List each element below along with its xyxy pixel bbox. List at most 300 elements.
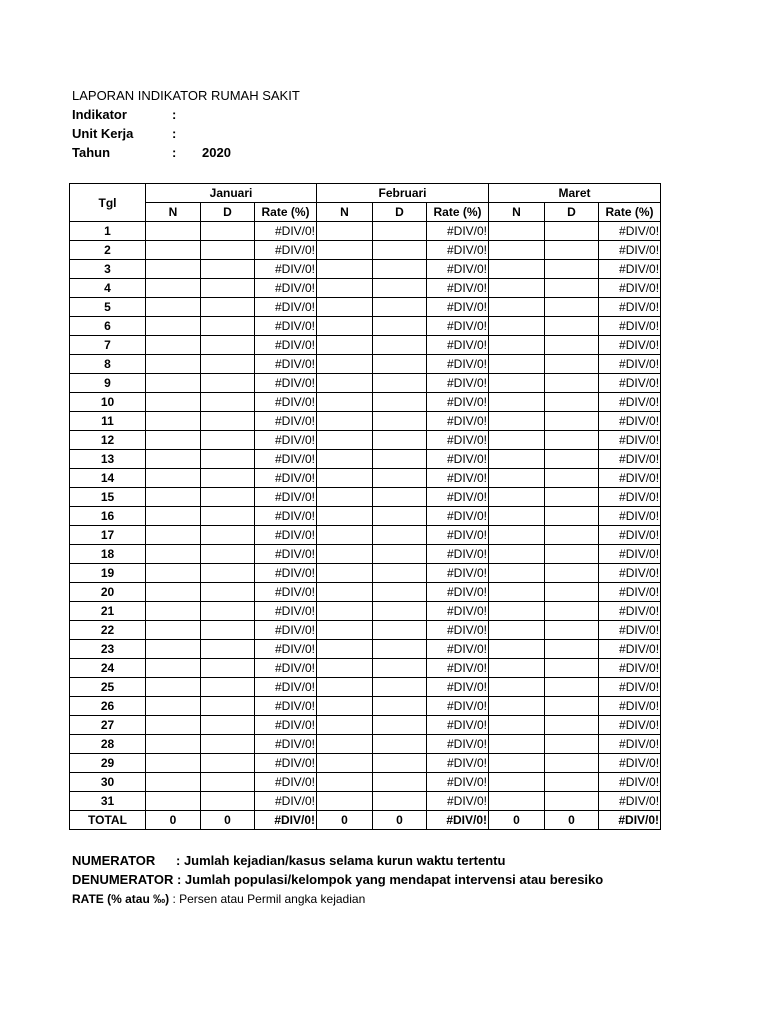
- rate-cell: #DIV/0!: [255, 393, 317, 412]
- rate-cell: #DIV/0!: [255, 431, 317, 450]
- n-cell: [317, 469, 373, 488]
- d-cell: [373, 393, 427, 412]
- rate-cell: #DIV/0!: [599, 393, 661, 412]
- rate-cell: #DIV/0!: [255, 355, 317, 374]
- day-cell: 6: [70, 317, 146, 336]
- rate-cell: #DIV/0!: [599, 450, 661, 469]
- d-cell: [373, 754, 427, 773]
- d-cell: [545, 374, 599, 393]
- day-cell: 18: [70, 545, 146, 564]
- n-cell: [146, 659, 201, 678]
- n-cell: [146, 222, 201, 241]
- d-cell: [201, 279, 255, 298]
- rate-cell: #DIV/0!: [255, 602, 317, 621]
- rate-cell: #DIV/0!: [599, 754, 661, 773]
- rate-cell: #DIV/0!: [255, 260, 317, 279]
- rate-cell: #DIV/0!: [255, 241, 317, 260]
- rate-cell: #DIV/0!: [255, 716, 317, 735]
- d-cell: [373, 431, 427, 450]
- n-cell: [317, 279, 373, 298]
- rate-cell: #DIV/0!: [599, 773, 661, 792]
- rate-cell: #DIV/0!: [427, 621, 489, 640]
- tgl-header: Tgl: [70, 184, 146, 222]
- d-cell: [545, 792, 599, 811]
- month-header-januari: Januari: [146, 184, 317, 203]
- day-cell: 2: [70, 241, 146, 260]
- rate-cell: #DIV/0!: [427, 431, 489, 450]
- table-body: [70, 222, 661, 830]
- rate-cell: #DIV/0!: [599, 659, 661, 678]
- d-cell: [201, 792, 255, 811]
- d-cell: [373, 583, 427, 602]
- d-cell: [545, 640, 599, 659]
- d-header: D: [373, 203, 427, 222]
- d-cell: [373, 640, 427, 659]
- rate-cell: #DIV/0!: [255, 735, 317, 754]
- n-cell: [489, 754, 545, 773]
- rate-cell: #DIV/0!: [427, 393, 489, 412]
- d-cell: [545, 488, 599, 507]
- n-cell: [146, 507, 201, 526]
- table-row: [70, 754, 661, 773]
- table-row: [70, 355, 661, 374]
- n-cell: [489, 792, 545, 811]
- n-cell: [317, 393, 373, 412]
- table-row: [70, 374, 661, 393]
- n-cell: [317, 431, 373, 450]
- table-row: [70, 469, 661, 488]
- d-cell: [545, 241, 599, 260]
- n-cell: [489, 412, 545, 431]
- d-cell: [373, 260, 427, 279]
- field-label: Unit Kerja: [72, 126, 134, 141]
- d-cell: [373, 374, 427, 393]
- d-cell: [373, 279, 427, 298]
- d-cell: [201, 640, 255, 659]
- n-cell: [489, 773, 545, 792]
- n-cell: [146, 393, 201, 412]
- n-cell: [146, 678, 201, 697]
- day-cell: 24: [70, 659, 146, 678]
- rate-cell: #DIV/0!: [599, 811, 661, 830]
- d-cell: [373, 792, 427, 811]
- n-cell: [489, 564, 545, 583]
- n-cell: [317, 507, 373, 526]
- n-cell: [146, 336, 201, 355]
- rate-cell: #DIV/0!: [255, 564, 317, 583]
- rate-cell: #DIV/0!: [427, 279, 489, 298]
- n-cell: [317, 716, 373, 735]
- rate-cell: #DIV/0!: [427, 659, 489, 678]
- d-cell: [201, 393, 255, 412]
- month-header-februari: Februari: [317, 184, 489, 203]
- d-cell: [201, 412, 255, 431]
- rate-header: Rate (%): [599, 203, 661, 222]
- rate-cell: #DIV/0!: [599, 526, 661, 545]
- field-value: 2020: [202, 145, 231, 160]
- n-cell: [489, 469, 545, 488]
- d-cell: [201, 545, 255, 564]
- day-cell: 1: [70, 222, 146, 241]
- footer-key: DENUMERATOR: [72, 872, 174, 887]
- d-cell: [373, 355, 427, 374]
- d-cell: [545, 412, 599, 431]
- n-cell: [317, 412, 373, 431]
- rate-cell: #DIV/0!: [255, 298, 317, 317]
- d-cell: [545, 678, 599, 697]
- n-cell: [317, 545, 373, 564]
- rate-cell: #DIV/0!: [599, 792, 661, 811]
- rate-cell: #DIV/0!: [599, 298, 661, 317]
- rate-cell: #DIV/0!: [599, 222, 661, 241]
- d-cell: [373, 507, 427, 526]
- d-cell: [373, 697, 427, 716]
- rate-cell: #DIV/0!: [599, 564, 661, 583]
- d-cell: [373, 412, 427, 431]
- d-cell: 0: [201, 811, 255, 830]
- day-cell: 15: [70, 488, 146, 507]
- n-cell: [146, 374, 201, 393]
- rate-cell: #DIV/0!: [599, 602, 661, 621]
- rate-cell: #DIV/0!: [427, 811, 489, 830]
- footer-numerator: [72, 853, 506, 869]
- n-cell: [489, 317, 545, 336]
- rate-cell: #DIV/0!: [427, 640, 489, 659]
- n-cell: 0: [489, 811, 545, 830]
- n-cell: [489, 583, 545, 602]
- rate-cell: #DIV/0!: [599, 507, 661, 526]
- d-cell: [545, 393, 599, 412]
- n-cell: [317, 241, 373, 260]
- d-cell: [545, 260, 599, 279]
- n-cell: [489, 488, 545, 507]
- d-cell: [545, 716, 599, 735]
- n-cell: [489, 659, 545, 678]
- d-cell: [545, 336, 599, 355]
- day-cell: 14: [70, 469, 146, 488]
- rate-cell: #DIV/0!: [599, 260, 661, 279]
- d-cell: [373, 450, 427, 469]
- rate-cell: #DIV/0!: [599, 241, 661, 260]
- n-cell: [489, 336, 545, 355]
- d-cell: [201, 431, 255, 450]
- rate-cell: #DIV/0!: [599, 545, 661, 564]
- report-title: LAPORAN INDIKATOR RUMAH SAKIT: [72, 88, 300, 103]
- n-cell: [146, 697, 201, 716]
- table-row: [70, 773, 661, 792]
- rate-cell: #DIV/0!: [427, 298, 489, 317]
- table-row: [70, 241, 661, 260]
- day-cell: 17: [70, 526, 146, 545]
- day-cell: 9: [70, 374, 146, 393]
- n-cell: 0: [317, 811, 373, 830]
- d-cell: [373, 241, 427, 260]
- d-cell: [201, 469, 255, 488]
- d-cell: [201, 222, 255, 241]
- day-cell: 19: [70, 564, 146, 583]
- n-cell: [489, 507, 545, 526]
- rate-cell: #DIV/0!: [599, 431, 661, 450]
- rate-cell: #DIV/0!: [599, 279, 661, 298]
- rate-cell: #DIV/0!: [255, 811, 317, 830]
- rate-cell: #DIV/0!: [255, 469, 317, 488]
- rate-cell: #DIV/0!: [427, 374, 489, 393]
- d-cell: [545, 317, 599, 336]
- n-cell: [146, 564, 201, 583]
- n-cell: [489, 279, 545, 298]
- d-cell: [545, 773, 599, 792]
- table-row: [70, 317, 661, 336]
- n-cell: [317, 792, 373, 811]
- n-cell: [317, 678, 373, 697]
- n-cell: [317, 298, 373, 317]
- day-cell: 25: [70, 678, 146, 697]
- rate-cell: #DIV/0!: [427, 678, 489, 697]
- field-tahun: [72, 145, 231, 161]
- rate-cell: #DIV/0!: [427, 754, 489, 773]
- day-cell: 8: [70, 355, 146, 374]
- d-cell: [545, 526, 599, 545]
- n-cell: [317, 697, 373, 716]
- d-cell: [201, 298, 255, 317]
- total-label: TOTAL: [70, 811, 146, 830]
- n-cell: [317, 640, 373, 659]
- d-cell: [545, 507, 599, 526]
- table-row: [70, 564, 661, 583]
- d-cell: [201, 374, 255, 393]
- month-header-row: [70, 184, 661, 203]
- d-cell: [373, 222, 427, 241]
- rate-cell: #DIV/0!: [255, 773, 317, 792]
- rate-cell: #DIV/0!: [427, 222, 489, 241]
- rate-cell: #DIV/0!: [255, 507, 317, 526]
- rate-cell: #DIV/0!: [255, 621, 317, 640]
- n-cell: [146, 431, 201, 450]
- rate-cell: #DIV/0!: [427, 583, 489, 602]
- d-cell: [201, 602, 255, 621]
- table-row: [70, 279, 661, 298]
- d-cell: 0: [373, 811, 427, 830]
- field-colon: :: [172, 126, 177, 141]
- footer-key: RATE (% atau ‰): [72, 892, 170, 906]
- month-header-maret: Maret: [489, 184, 661, 203]
- table-row: [70, 602, 661, 621]
- d-cell: [373, 773, 427, 792]
- day-cell: 12: [70, 431, 146, 450]
- d-cell: [545, 450, 599, 469]
- d-cell: [201, 450, 255, 469]
- table-row: [70, 678, 661, 697]
- day-cell: 23: [70, 640, 146, 659]
- d-cell: [373, 298, 427, 317]
- day-cell: 26: [70, 697, 146, 716]
- rate-cell: #DIV/0!: [599, 317, 661, 336]
- day-cell: 21: [70, 602, 146, 621]
- rate-cell: #DIV/0!: [427, 355, 489, 374]
- d-cell: [545, 431, 599, 450]
- n-cell: [146, 260, 201, 279]
- total-row: [70, 811, 661, 830]
- d-cell: [545, 355, 599, 374]
- n-cell: [317, 222, 373, 241]
- rate-cell: #DIV/0!: [427, 450, 489, 469]
- n-cell: [146, 450, 201, 469]
- rate-cell: #DIV/0!: [427, 602, 489, 621]
- n-cell: [489, 355, 545, 374]
- rate-cell: #DIV/0!: [427, 526, 489, 545]
- rate-cell: #DIV/0!: [427, 792, 489, 811]
- indicator-table: [69, 183, 661, 830]
- n-cell: [317, 659, 373, 678]
- rate-cell: #DIV/0!: [599, 583, 661, 602]
- table-row: [70, 298, 661, 317]
- d-cell: [545, 697, 599, 716]
- n-cell: [317, 735, 373, 754]
- day-cell: 28: [70, 735, 146, 754]
- d-header: D: [545, 203, 599, 222]
- d-cell: [201, 659, 255, 678]
- d-cell: [373, 621, 427, 640]
- rate-cell: #DIV/0!: [427, 507, 489, 526]
- table-row: [70, 640, 661, 659]
- n-cell: [317, 374, 373, 393]
- d-cell: [373, 488, 427, 507]
- table-row: [70, 735, 661, 754]
- n-cell: [317, 583, 373, 602]
- field-colon: :: [172, 107, 177, 122]
- field-label: Tahun: [72, 145, 111, 160]
- rate-cell: #DIV/0!: [427, 412, 489, 431]
- d-cell: [373, 678, 427, 697]
- n-cell: [146, 469, 201, 488]
- rate-cell: #DIV/0!: [255, 317, 317, 336]
- n-cell: [317, 621, 373, 640]
- n-cell: [146, 735, 201, 754]
- n-cell: [146, 792, 201, 811]
- n-cell: [146, 545, 201, 564]
- n-cell: [489, 640, 545, 659]
- table-row: [70, 336, 661, 355]
- day-cell: 16: [70, 507, 146, 526]
- d-cell: [373, 659, 427, 678]
- n-cell: [146, 355, 201, 374]
- n-cell: [146, 640, 201, 659]
- n-cell: [317, 564, 373, 583]
- rate-cell: #DIV/0!: [599, 678, 661, 697]
- n-cell: [146, 716, 201, 735]
- n-cell: [146, 602, 201, 621]
- rate-cell: #DIV/0!: [599, 412, 661, 431]
- day-cell: 4: [70, 279, 146, 298]
- d-cell: [545, 545, 599, 564]
- table-row: [70, 526, 661, 545]
- rate-cell: #DIV/0!: [255, 792, 317, 811]
- d-cell: [545, 222, 599, 241]
- table-row: [70, 507, 661, 526]
- n-cell: [146, 621, 201, 640]
- d-cell: [373, 602, 427, 621]
- d-cell: [201, 773, 255, 792]
- n-cell: [489, 697, 545, 716]
- d-cell: [545, 564, 599, 583]
- rate-cell: #DIV/0!: [255, 450, 317, 469]
- table-row: [70, 260, 661, 279]
- n-cell: [146, 583, 201, 602]
- n-cell: [489, 526, 545, 545]
- d-cell: [201, 317, 255, 336]
- n-cell: [146, 412, 201, 431]
- rate-cell: #DIV/0!: [599, 640, 661, 659]
- field-colon: :: [172, 145, 177, 160]
- d-cell: [201, 564, 255, 583]
- d-cell: 0: [545, 811, 599, 830]
- d-cell: [545, 583, 599, 602]
- rate-cell: #DIV/0!: [599, 716, 661, 735]
- rate-cell: #DIV/0!: [427, 716, 489, 735]
- rate-cell: #DIV/0!: [599, 488, 661, 507]
- rate-cell: #DIV/0!: [255, 336, 317, 355]
- n-cell: [489, 298, 545, 317]
- rate-cell: #DIV/0!: [599, 469, 661, 488]
- d-cell: [201, 678, 255, 697]
- d-cell: [201, 507, 255, 526]
- d-cell: [201, 488, 255, 507]
- rate-cell: #DIV/0!: [599, 374, 661, 393]
- table-row: [70, 545, 661, 564]
- day-cell: 11: [70, 412, 146, 431]
- n-cell: [317, 754, 373, 773]
- table-row: [70, 583, 661, 602]
- field-label: Indikator: [72, 107, 127, 122]
- day-cell: 22: [70, 621, 146, 640]
- day-cell: 13: [70, 450, 146, 469]
- n-cell: [489, 374, 545, 393]
- n-cell: [489, 602, 545, 621]
- rate-cell: #DIV/0!: [255, 374, 317, 393]
- rate-cell: #DIV/0!: [255, 678, 317, 697]
- day-cell: 20: [70, 583, 146, 602]
- d-cell: [201, 716, 255, 735]
- d-cell: [201, 583, 255, 602]
- d-cell: [373, 716, 427, 735]
- n-cell: [146, 279, 201, 298]
- d-cell: [373, 336, 427, 355]
- n-cell: [489, 222, 545, 241]
- rate-cell: #DIV/0!: [255, 697, 317, 716]
- d-cell: [373, 564, 427, 583]
- n-cell: [489, 450, 545, 469]
- n-header: N: [146, 203, 201, 222]
- n-cell: [146, 488, 201, 507]
- n-cell: [317, 526, 373, 545]
- d-cell: [373, 526, 427, 545]
- n-cell: [317, 602, 373, 621]
- d-cell: [545, 469, 599, 488]
- n-cell: [317, 773, 373, 792]
- field-unit-kerja: [72, 126, 202, 142]
- rate-cell: #DIV/0!: [427, 564, 489, 583]
- rate-cell: #DIV/0!: [255, 526, 317, 545]
- table-row: [70, 412, 661, 431]
- footer-key: NUMERATOR: [72, 853, 156, 868]
- d-cell: [201, 754, 255, 773]
- n-cell: [489, 678, 545, 697]
- n-cell: [317, 355, 373, 374]
- n-cell: [489, 241, 545, 260]
- day-cell: 31: [70, 792, 146, 811]
- n-cell: [489, 545, 545, 564]
- rate-cell: #DIV/0!: [599, 355, 661, 374]
